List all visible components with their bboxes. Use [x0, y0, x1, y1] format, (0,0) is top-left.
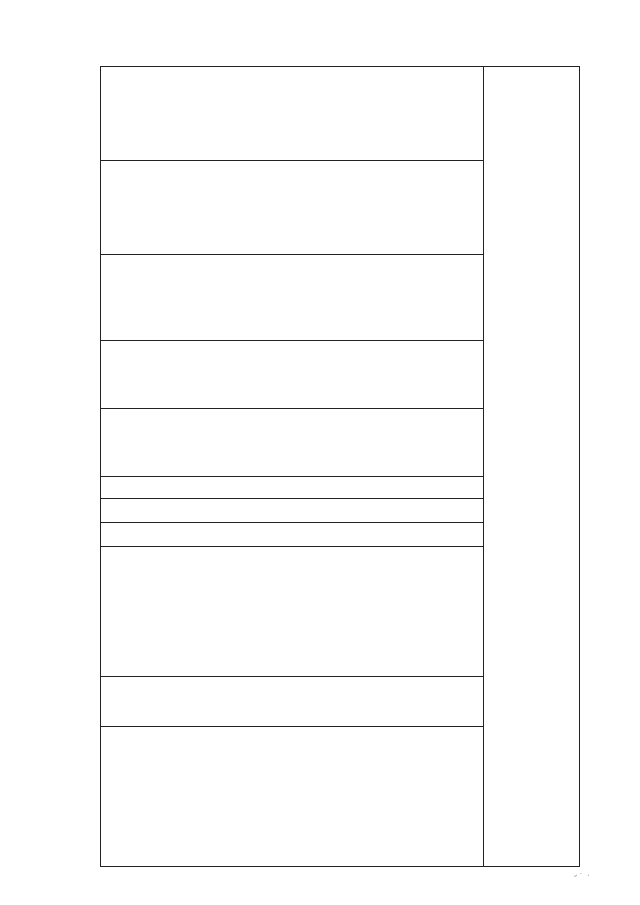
header-col-3: [101, 547, 484, 677]
header-col-1: [101, 727, 484, 867]
rotated-table-stage: [100, 67, 580, 867]
header-col-year: [101, 499, 484, 523]
header-col-7: [101, 341, 484, 409]
header-row: [101, 67, 484, 867]
header-col-2: [101, 677, 484, 727]
header-col-extra: [101, 67, 484, 161]
program-table: [100, 66, 580, 867]
header-col-9: [101, 161, 484, 255]
section-title: [484, 67, 580, 867]
program-table-wrapper: [100, 67, 580, 867]
section-row: [484, 67, 580, 867]
header-col-8: [101, 255, 484, 341]
continuation-note: [598, 0, 612, 50]
stamp-mark: ˘ ˙ ·: [573, 869, 592, 886]
header-col-6: [101, 409, 484, 477]
header-col-4: [101, 523, 484, 547]
header-col-5: [101, 477, 484, 499]
